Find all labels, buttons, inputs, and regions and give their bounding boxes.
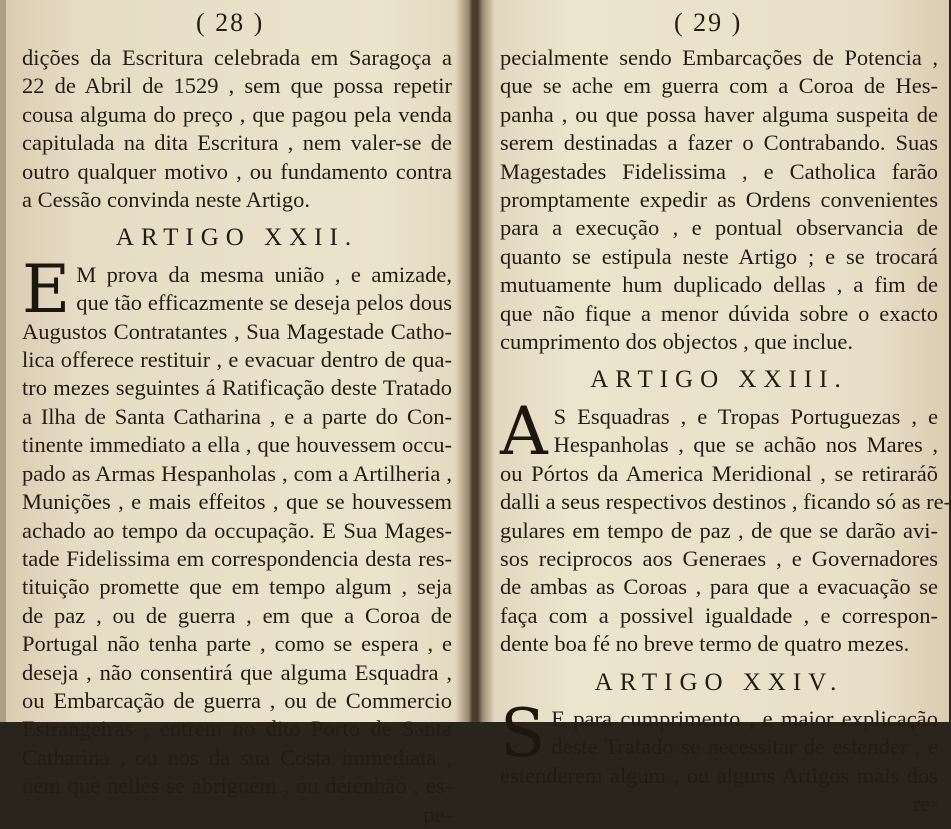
text-line: Hespanholas , que se achão nos Mares , [553, 432, 938, 458]
text-line: outro qualquer motivo , ou fundamento contra [22, 158, 452, 184]
text-line: ou Embarcação de guerra , ou de Commercio [22, 687, 452, 713]
text-line: panha , ou que possa haver alguma suspeita de [500, 101, 938, 127]
text-line: quanto se estipula neste Artigo ; e se trocará [500, 243, 938, 269]
text-line: deste Tratado se necessitar de estender , e [551, 734, 938, 760]
text-line: serem destinadas a fazer o Contrabando. Suas [500, 130, 938, 156]
text-line: Portugal não tenha parte , como se espera , e [22, 631, 452, 657]
text-line: cousa alguma do preço , que pagou pela venda [22, 101, 452, 127]
text-line: 22 de Abril de 1529 , sem que possa repetir [22, 73, 452, 99]
text-line: dente boa fé no breve termo de quatro mezes. [500, 631, 910, 657]
text-line: tituição promette que em tempo algum , seja [22, 574, 452, 600]
page-number: ( 29 ) [674, 8, 743, 37]
text-line: estenderem algum , ou alguns Artigos mais dos [500, 762, 938, 788]
text-line: de ambas as Coroas , para que a evacuação se [500, 574, 938, 600]
text-line: Munições , e mais effeitos , que se houvessem [22, 489, 452, 515]
text-line: nem que nelles se abriguem , ou detenhão , es- [22, 773, 452, 799]
text-line: M prova da mesma união , e amizade, [76, 261, 452, 287]
text-line: deseja , não consentirá que alguma Esquadra , [22, 659, 452, 685]
text-line: achado ao tempo da occupação. E Sua Mages- [22, 517, 452, 543]
text-line: pado as Armas Hespanholas , com a Artilheria , [22, 460, 452, 486]
text-line: de paz , ou de guerra , em que a Coroa de [22, 602, 452, 628]
page-number: ( 28 ) [196, 8, 265, 37]
drop-cap: A [500, 392, 548, 470]
text-line: mutuamente hum duplicado dellas , a fim de [500, 272, 938, 298]
text-line: E para cumprimento , e maior explicação [551, 705, 938, 731]
text-line: a Cessão convinda neste Artigo. [22, 187, 311, 213]
text-line: Magestades Fidelissima , e Catholica farão [500, 158, 938, 184]
text-line: cumprimento dos objectos , que inclue. [500, 329, 854, 355]
text-line: pecialmente sendo Embarcações de Potencia , [500, 45, 938, 70]
left-page-text [22, 44, 452, 829]
right-page [478, 0, 951, 817]
text-line: tro mezes seguintes á Ratificação deste Tratado [22, 375, 452, 401]
text-line: tinente immediato a ella , que houvessem occu- [22, 432, 452, 458]
text-line: promptamente expedir as Ordens convenientes [500, 187, 938, 213]
text-line: que não fique a menor dúvida sobre o exacto [500, 300, 938, 326]
text-line: tade Fidelissima em correspondencia desta res- [22, 545, 452, 571]
paragraph [500, 392, 938, 470]
drop-cap: S [500, 694, 546, 772]
text-line: sos reciprocos aos Generaes , e Governadores [500, 545, 938, 571]
text-line: lica offerece restituir , e evacuar dentro de qua- [22, 347, 452, 373]
drop-cap: E [22, 250, 71, 328]
text-line: Estrangeiras , entrem no dito Porto de Santa [22, 716, 452, 742]
left-page [0, 0, 468, 827]
text-line: Catharina , ou nos da sua Costa immediata , [22, 744, 452, 770]
paragraph [500, 694, 938, 772]
catchword: pe- [423, 801, 452, 827]
catchword: re- [913, 791, 938, 817]
article-heading: ARTIGO XXIV. [594, 668, 844, 696]
article-heading: ARTIGO XXIII. [590, 366, 848, 394]
text-line: capitulada na dita Escritura , nem valer-se de [22, 130, 452, 156]
text-line: Augustos Contratantes , Sua Magestade Catho- [22, 318, 452, 344]
text-line: que se ache em guerra com a Coroa de Hes- [500, 73, 938, 99]
text-line: dições da Escritura celebrada em Saragoça a [22, 45, 452, 70]
text-line: dalli a seus respectivos destinos , ficando só as re- [500, 489, 951, 515]
text-line: gulares em tempo de paz , de que se darão avi- [500, 517, 938, 543]
text-line: S Esquadras , e Tropas Portuguezas , e [553, 403, 938, 429]
text-line: a Ilha de Santa Catharina , e a parte do Con- [22, 403, 452, 429]
paragraph [22, 250, 452, 328]
right-page-text [500, 44, 951, 819]
text-line: que tão efficazmente se deseja pelos dous [76, 290, 452, 316]
text-line: para a execução , e pontual observancia de [500, 215, 938, 241]
text-line: faça com a possivel igualdade , e correspon- [500, 602, 938, 628]
article-heading: ARTIGO XXII. [115, 224, 359, 252]
text-line: ou Pórtos da America Meridional , se retiraráõ [500, 460, 938, 486]
